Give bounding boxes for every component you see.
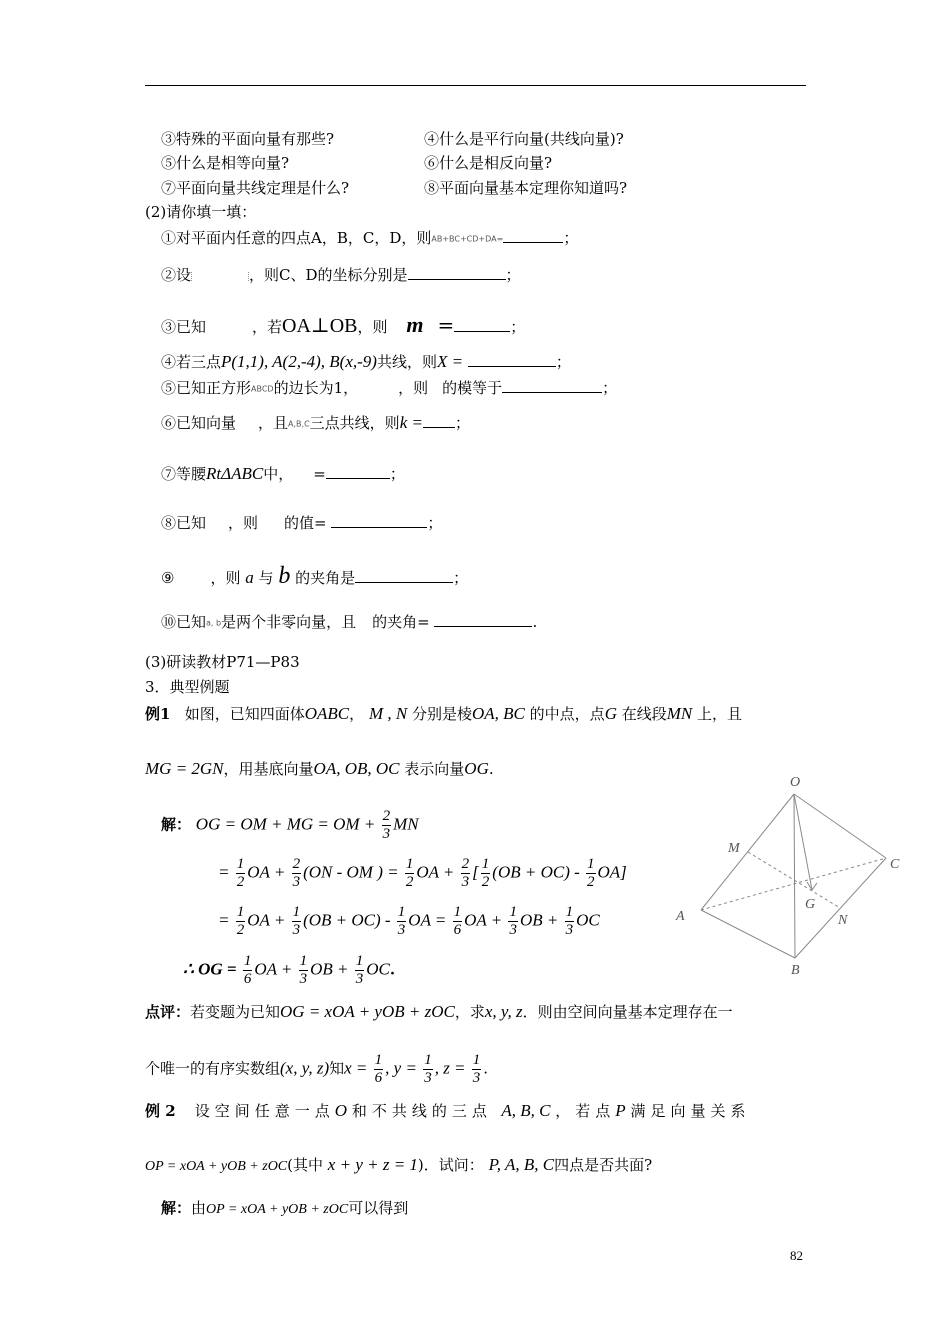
question-7: ⑦平面向量共线定理是什么? — [161, 179, 350, 197]
question-5: ⑤什么是相等向量? — [161, 154, 290, 172]
example-2-line-2: OP = xOA + yOB + zOC(其中 x + y + z = 1)．试问： P, A, B, C四点是否共面? — [145, 1155, 653, 1174]
question-8: ⑧平面向量基本定理你知道吗? — [424, 179, 628, 197]
example-1-line-2: MG = 2GN，用基底向量OA, OB, OC 表示向量OG. — [145, 759, 494, 778]
example-2-solution: 解：由OP = xOA + yOB + zOC可以得到 — [161, 1199, 409, 1217]
solution-1-line-1: 解： OG = OM + MG = OM + $\frac{2}{3}$ MN — [161, 808, 419, 842]
fill-item-1: ①对平面内任意的四点A，B，C，D，则AB+BC+CD+DA= ； — [161, 229, 579, 247]
fill-item-2: ②设 ，则C、D的坐标分别是 ； — [161, 266, 521, 284]
fill-item-4: ④若三点P(1,1), A(2,-4), B(x,-9)共线，则X = ； — [161, 352, 571, 371]
label-B: B — [791, 963, 800, 978]
label-N: N — [838, 913, 848, 928]
edge-AC — [701, 858, 886, 910]
fill-item-9: ⑨ ，则 a 与 b 的夹角是 ； — [161, 563, 469, 589]
fill-item-3: ③已知 ，若OA⊥OB，则 m = ； — [161, 312, 526, 337]
solution-1-line-3: = $\frac{1}{2}$ OA + $\frac{1}{3}$ (OB + OC) - $\frac{1}{3}$ OA = $\frac{1}{6}$ OA + $\frac{1}{3}$ OB + $\frac{1}{3}$ OC — [218, 904, 600, 938]
example-1-line-1: 例1 如图，已知四面体OABC， M , N 分别是棱OA, BC 的中点，点G 在线段MN 上，且 — [145, 704, 743, 723]
edge-OB — [794, 794, 795, 958]
page-number: 82 — [790, 1248, 803, 1263]
tetrahedron-figure — [668, 768, 908, 983]
label-O: O — [790, 775, 801, 790]
question-4: ④什么是平行向量(共线向量)? — [424, 130, 624, 148]
study-note: (3)研读教材P71—P83 — [145, 653, 300, 671]
fill-item-7: ⑦等腰RtΔABC中， = ； — [161, 464, 405, 483]
example-2-line-1: 例 2 设空间任意一点O 和不共线的三点 A, B, C ，若点P 满足向量关系 — [145, 1101, 751, 1120]
comment-line-2: 个唯一的有序实数组(x, y, z)知x = $\frac{1}{6}$ , y = $\frac{1}{3}$ , z = $\frac{1}{3}$ . — [145, 1052, 489, 1086]
section-heading: 3．典型例题 — [145, 678, 230, 696]
comment-line-1: 点评：若变题为已知OG = xOA + yOB + zOC，求x, y, z．则由空间向量基本定理存在一 — [145, 1002, 733, 1021]
edge-AB — [701, 910, 795, 958]
solution-1-line-4: ∴ OG = $\frac{1}{6}$ OA + $\frac{1}{3}$ OB + $\frac{1}{3}$ OC. — [183, 953, 396, 987]
header-rule — [145, 85, 806, 86]
fill-heading: (2)请你填一填： — [145, 203, 257, 221]
question-3: ③特殊的平面向量有那些? — [161, 130, 335, 148]
label-C: C — [890, 857, 900, 872]
label-M: M — [728, 841, 740, 856]
segment-OG — [794, 794, 812, 890]
fill-item-8: ⑧已知 ，则 的值= ； — [161, 514, 443, 532]
fill-item-5: ⑤已知正方形ABCD的边长为1， ，则 的模等于 ； — [161, 379, 618, 397]
edge-OA — [701, 794, 794, 910]
solution-1-line-2: = $\frac{1}{2}$ OA + $\frac{2}{3}$ (ON - OM ) = $\frac{1}{2}$ OA + $\frac{2}{3}$ [ $\frac{1}{2}$ (OB + OC) - $\frac{1}{2}$ OA] — [218, 856, 627, 890]
question-6: ⑥什么是相反向量? — [424, 154, 553, 172]
fill-item-6: ⑥已知向量 ，且A,B,C三点共线，则k = ； — [161, 413, 470, 432]
label-A: A — [676, 909, 685, 924]
label-G: G — [805, 897, 816, 912]
edge-OC — [794, 794, 886, 858]
fill-item-10: ⑩已知a, b是两个非零向量，且 的夹角= . — [161, 613, 538, 631]
